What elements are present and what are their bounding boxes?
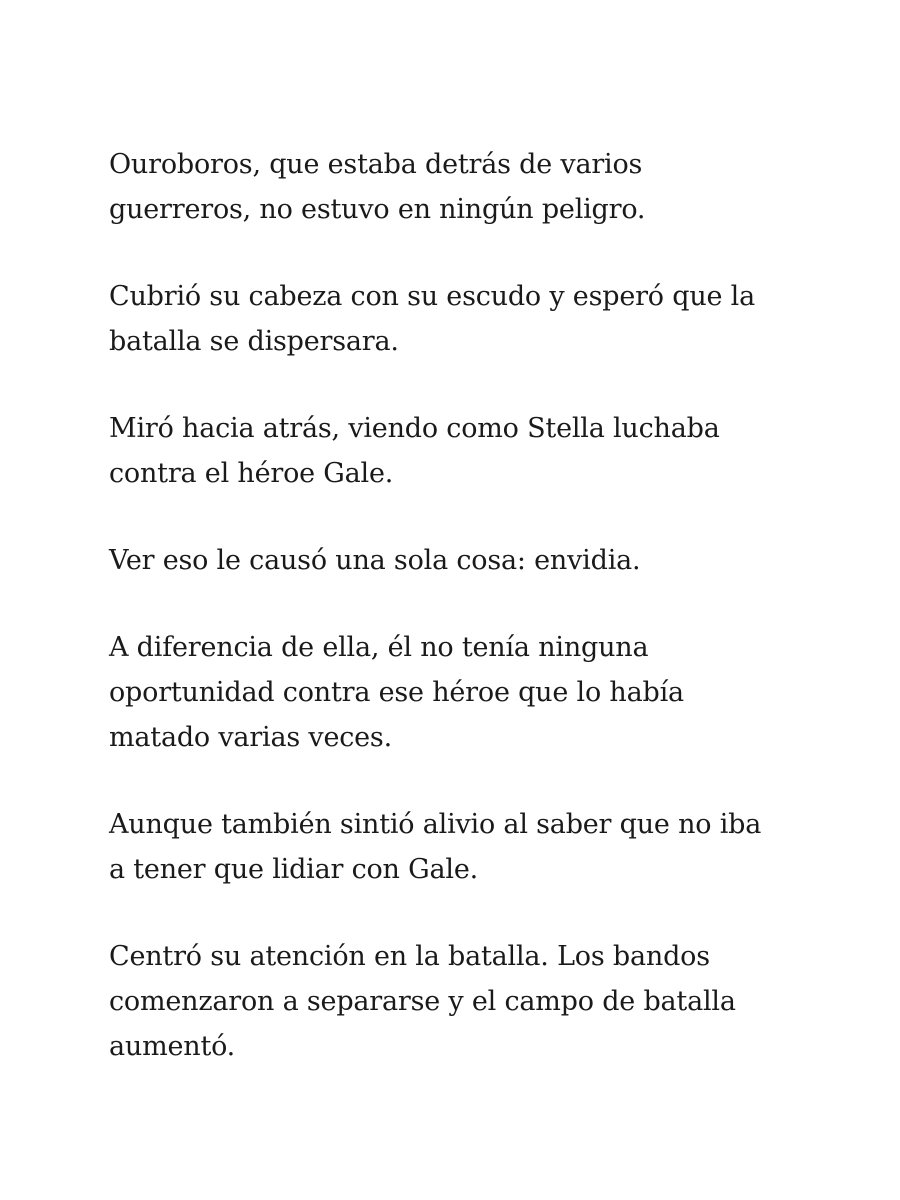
story-text xyxy=(109,142,799,1111)
paragraph-4: Ver eso le causó una sola cosa: envidia. xyxy=(109,545,641,576)
paragraph-2: Cubrió su cabeza con su escudo y esperó que la batalla se dispersara. xyxy=(109,281,756,357)
paragraph-1: Ouroboros, que estaba detrás de varios guerreros, no estuvo en ningún peligro. xyxy=(109,149,646,225)
paragraph-6: Aunque también sintió alivio al saber que no iba a tener que lidiar con Gale. xyxy=(109,809,762,885)
paragraph-3: Miró hacia atrás, viendo como Stella luchaba contra el héroe Gale. xyxy=(109,413,720,489)
paragraph-5: A diferencia de ella, él no tenía ninguna oportunidad contra ese héroe que lo había matado varias veces. xyxy=(109,632,684,753)
paragraph-7: Centró su atención en la batalla. Los bandos comenzaron a separarse y el campo de batalla aumentó. xyxy=(109,941,736,1062)
